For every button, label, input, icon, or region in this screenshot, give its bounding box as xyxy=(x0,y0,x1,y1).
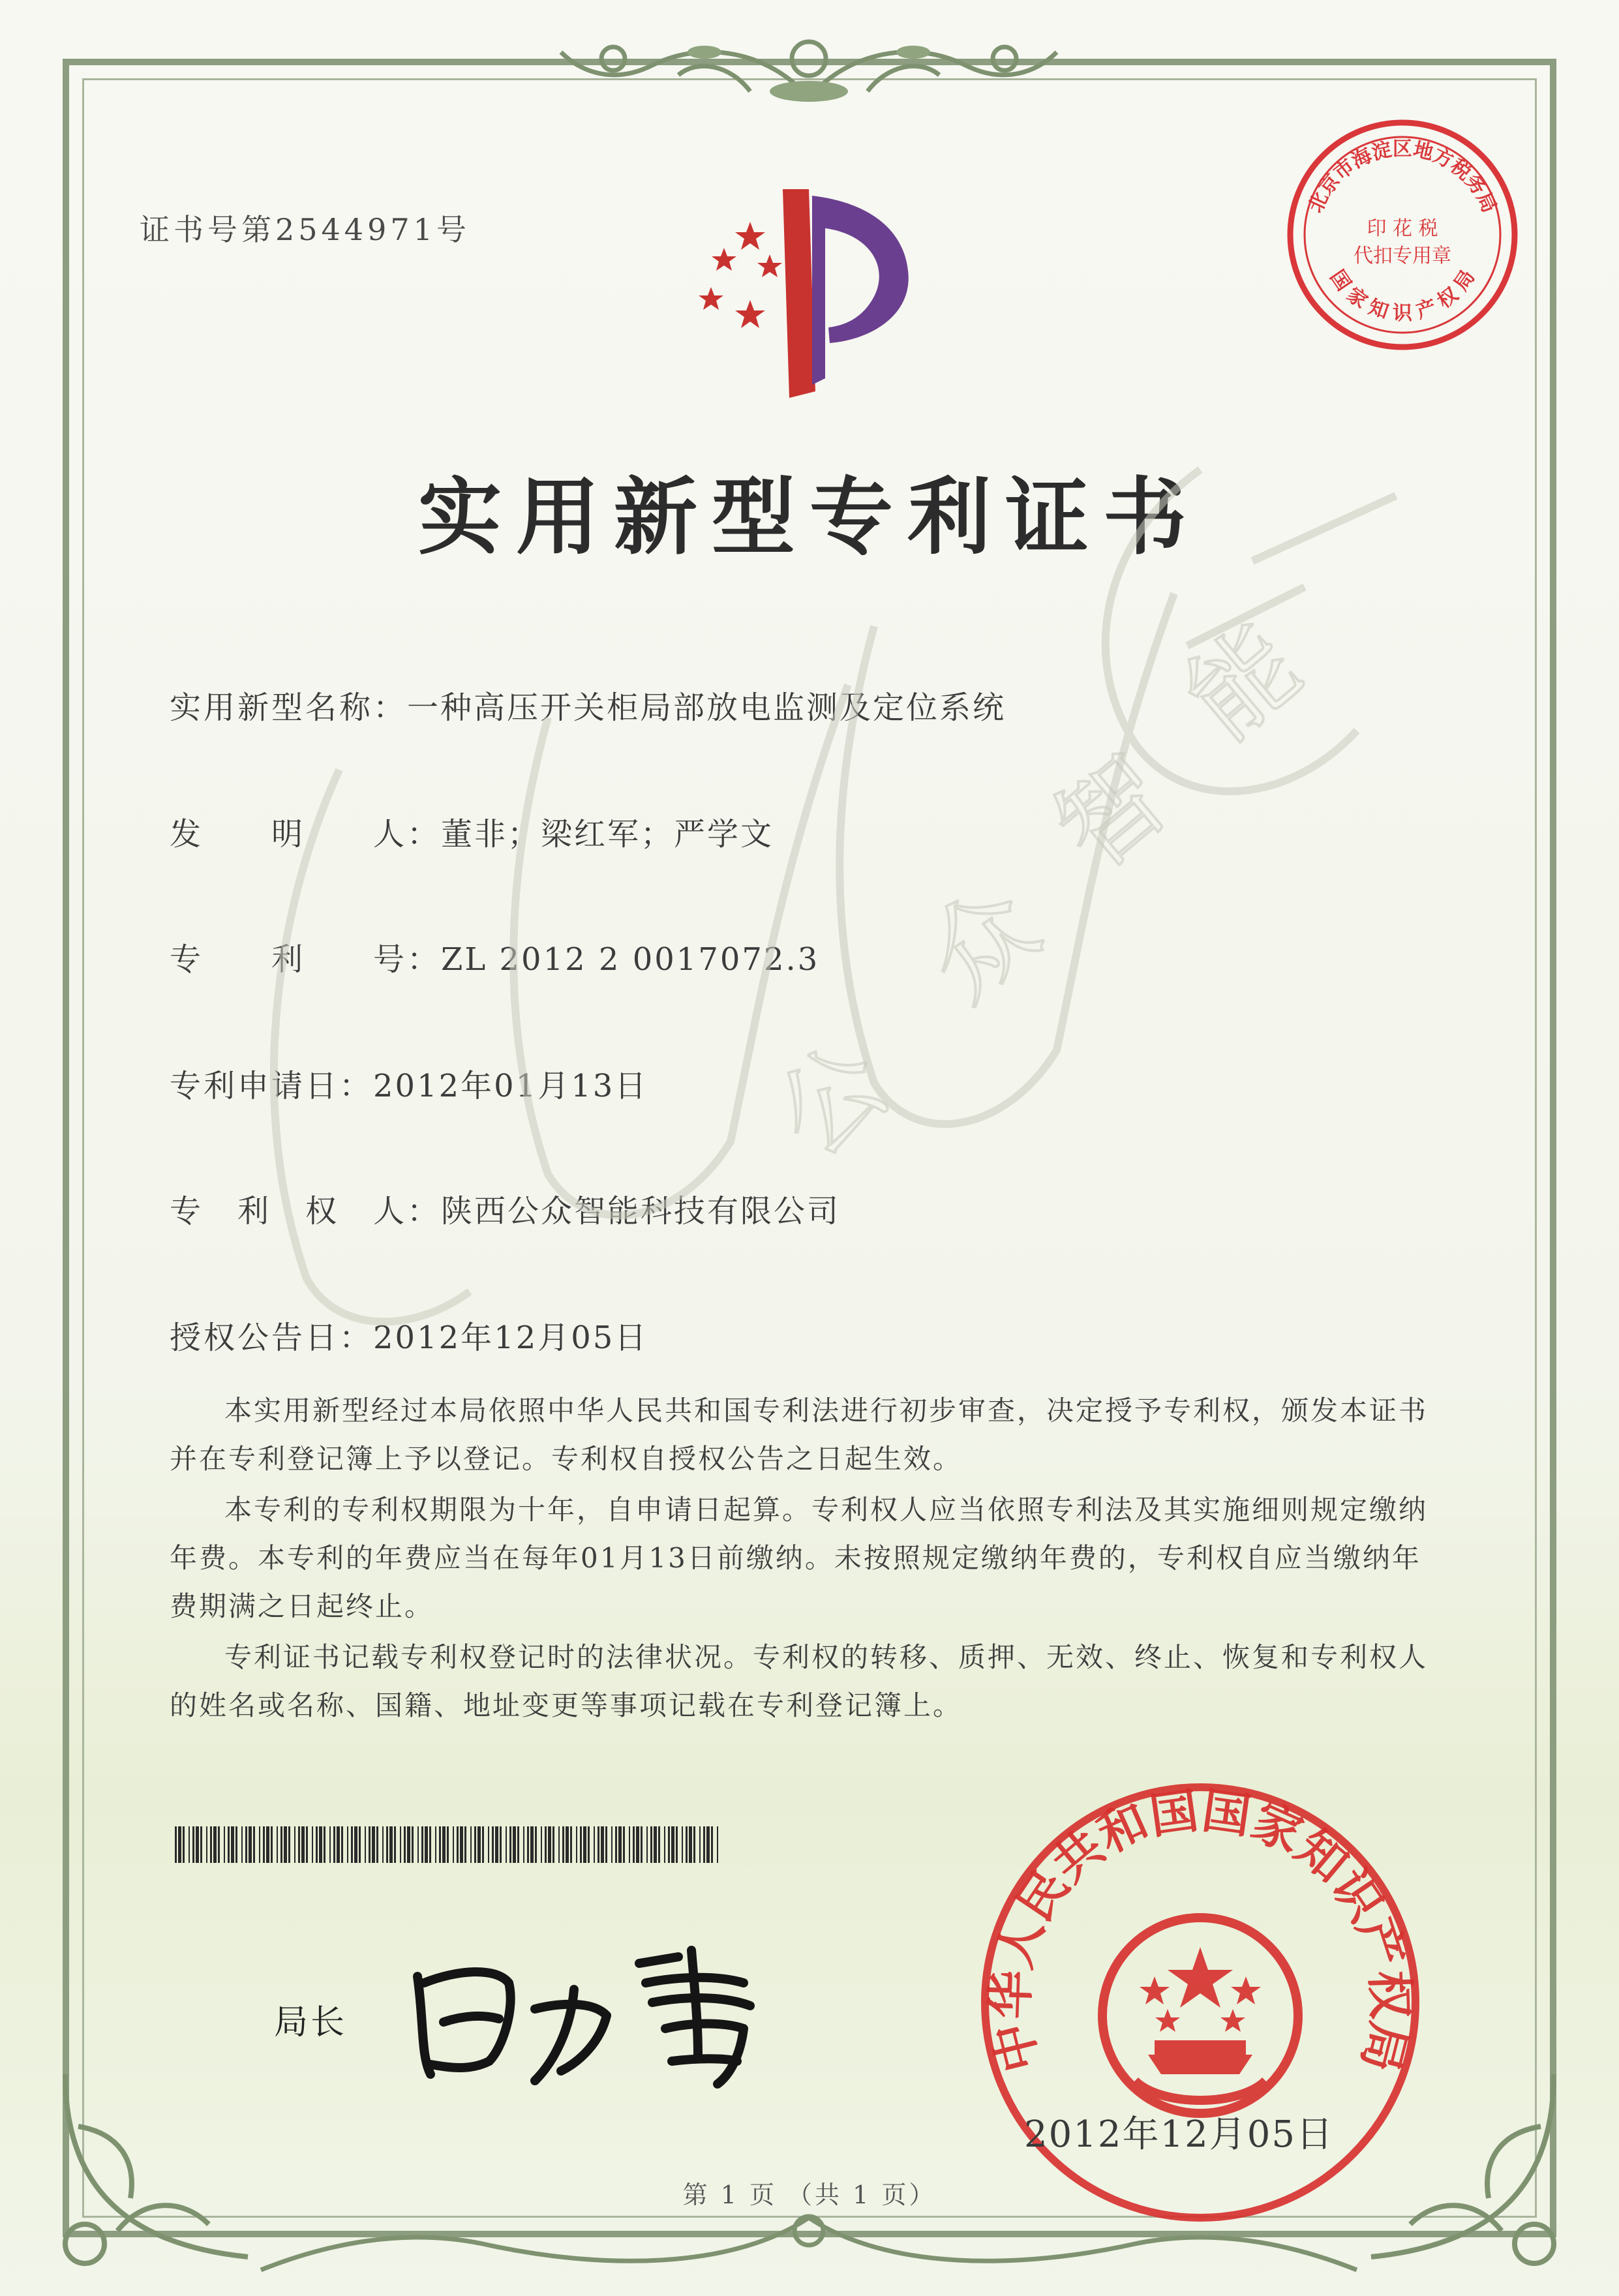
field-grant-date xyxy=(170,1312,648,1357)
field-label: 专 利 号： xyxy=(170,941,442,978)
svg-text:北京市海淀区地方税务局: 北京市海淀区地方税务局 xyxy=(1304,137,1501,217)
body-paragraph: 本专利的专利权期限为十年，自申请日起算。专利权人应当依照专利法及其实施细则规定缴纳年费。本专利的年费应当在每年01月13日前缴纳。未按照规定缴纳年费的，专利权自应当缴纳年费期满之日起终止。 xyxy=(170,1494,1429,1622)
field-value: 陕西公众智能科技有限公司 xyxy=(441,1193,841,1230)
svg-text:印 花 税: 印 花 税 xyxy=(1367,217,1438,240)
barcode-icon xyxy=(175,1826,723,1863)
svg-text:智: 智 xyxy=(1033,733,1192,894)
svg-text:中华人民共和国国家知识产权局: 中华人民共和国国家知识产权局 xyxy=(982,1782,1419,2077)
field-model-name xyxy=(170,682,1006,727)
corner-ornament-bottom-left-icon xyxy=(39,2048,274,2283)
director-signature xyxy=(404,1931,770,2100)
svg-text:公: 公 xyxy=(753,1020,912,1181)
field-label: 授权公告日： xyxy=(170,1320,374,1356)
field-label: 专 利 权 人： xyxy=(170,1193,442,1230)
body-paragraph: 本实用新型经过本局依照中华人民共和国专利法进行初步审查，决定授予专利权，颁发本证书并在专利登记簿上予以登记。专利权自授权公告之日起生效。 xyxy=(170,1395,1429,1475)
svg-text:能: 能 xyxy=(1164,602,1323,763)
svg-text:国 家 知 识 产 权 局: 国 家 知 识 产 权 局 xyxy=(1325,265,1480,325)
certificate-number: 证书号第2544971号 xyxy=(140,212,470,247)
certificate-body xyxy=(170,1387,1429,1732)
field-inventor xyxy=(170,809,774,854)
patent-office-logo-icon xyxy=(678,183,939,404)
page-number: 第 1 页 （共 1 页） xyxy=(682,2181,937,2209)
field-patent-number xyxy=(170,934,819,979)
field-application-date xyxy=(170,1061,648,1106)
field-label: 发 明 人： xyxy=(170,816,442,853)
field-value: 2012年01月13日 xyxy=(373,1068,648,1104)
field-label: 专利申请日： xyxy=(170,1068,374,1104)
director-label: 局长 xyxy=(274,2003,348,2042)
svg-text:众: 众 xyxy=(903,863,1062,1024)
svg-text:代扣专用章: 代扣专用章 xyxy=(1354,245,1451,267)
body-paragraph: 专利证书记载专利权登记时的法律状况。专利权的转移、质押、无效、终止、恢复和专利权人的姓名或名称、国籍、地址变更等事项记载在专利登记簿上。 xyxy=(170,1641,1429,1721)
field-label: 实用新型名称： xyxy=(170,689,408,726)
certificate-title: 实用新型专利证书 xyxy=(417,468,1201,566)
top-ornament-icon xyxy=(535,13,1083,117)
field-patentee xyxy=(170,1186,840,1231)
field-value: 一种高压开关柜局部放电监测及定位系统 xyxy=(407,689,1006,726)
seal-date: 2012年12月05日 xyxy=(1024,2113,1335,2156)
official-seal xyxy=(965,1768,1435,2237)
field-value: 董非；梁红军；严学文 xyxy=(441,816,774,853)
field-value: ZL 2012 2 0017072.3 xyxy=(441,941,820,978)
field-value: 2012年12月05日 xyxy=(373,1320,648,1356)
tax-stamp-seal xyxy=(1279,111,1526,359)
